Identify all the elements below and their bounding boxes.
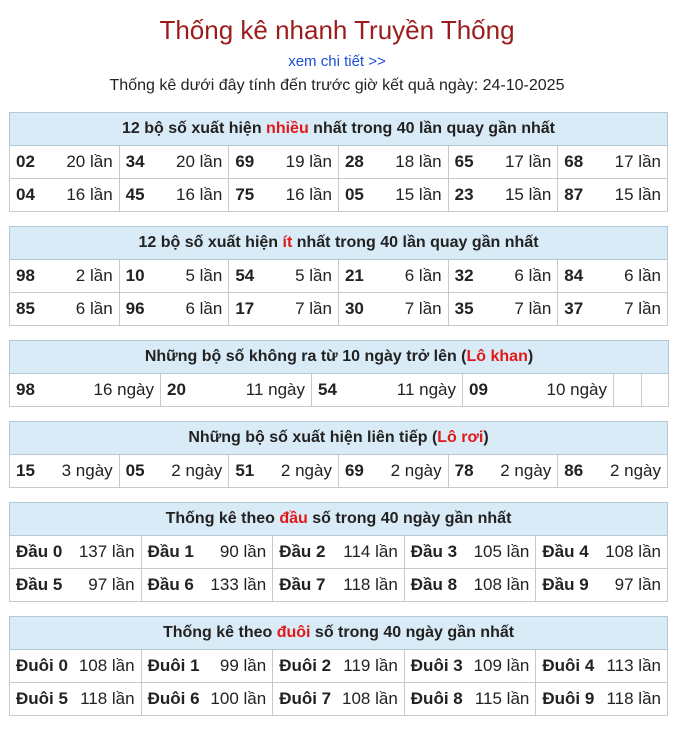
section-title: 12 bộ số xuất hiện nhiều nhất trong 40 lần quay gần nhất: [10, 113, 668, 146]
number-cell: 17 7 lần: [229, 293, 339, 326]
number-cell: 35 7 lần: [448, 293, 558, 326]
table-row: [10, 260, 668, 293]
table-row: [10, 455, 668, 488]
section-title: 12 bộ số xuất hiện ít nhất trong 40 lần quay gần nhất: [10, 227, 668, 260]
number-cell: 75 16 lần: [229, 179, 339, 212]
least-frequent-table: [9, 226, 668, 326]
stat-cell: Đuôi 4 113 lần: [536, 650, 668, 683]
number-cell: 20 11 ngày: [161, 374, 312, 407]
empty-cell: [642, 374, 669, 407]
stat-cell: Đuôi 9 118 lần: [536, 683, 668, 716]
number-cell: 87 15 lần: [558, 179, 668, 212]
page-subtitle: Thống kê dưới đây tính đến trước giờ kết quả ngày: 24-10-2025: [109, 77, 565, 94]
dau-table: [9, 502, 668, 602]
stat-cell: Đuôi 7 108 lần: [273, 683, 405, 716]
stat-cell: Đuôi 8 115 lần: [404, 683, 536, 716]
number-cell: 96 6 lần: [119, 293, 229, 326]
stat-cell: Đầu 6 133 lần: [141, 569, 273, 602]
table-row: [10, 293, 668, 326]
stat-cell: Đầu 3 105 lần: [404, 536, 536, 569]
table-row: [10, 179, 668, 212]
stat-cell: Đầu 7 118 lần: [273, 569, 405, 602]
detail-link[interactable]: xem chi tiết >>: [288, 53, 386, 70]
number-cell: 98 2 lần: [10, 260, 120, 293]
table-row: [10, 683, 668, 716]
stat-cell: Đầu 8 108 lần: [404, 569, 536, 602]
duoi-table: [9, 616, 668, 716]
number-cell: 21 6 lần: [338, 260, 448, 293]
number-cell: 02 20 lần: [10, 146, 120, 179]
number-cell: 86 2 ngày: [558, 455, 668, 488]
number-cell: 78 2 ngày: [448, 455, 558, 488]
stat-cell: Đầu 5 97 lần: [10, 569, 142, 602]
stat-cell: Đuôi 0 108 lần: [10, 650, 142, 683]
number-cell: 69 2 ngày: [338, 455, 448, 488]
number-cell: 09 10 ngày: [463, 374, 614, 407]
number-cell: 10 5 lần: [119, 260, 229, 293]
number-cell: 30 7 lần: [338, 293, 448, 326]
number-cell: 54 5 lần: [229, 260, 339, 293]
stat-cell: Đầu 0 137 lần: [10, 536, 142, 569]
section-title: Những bộ số xuất hiện liên tiếp (Lô rơi): [10, 422, 668, 455]
number-cell: 98 16 ngày: [10, 374, 161, 407]
page-title: Thống kê nhanh Truyền Thống: [159, 15, 515, 45]
stat-cell: Đầu 1 90 lần: [141, 536, 273, 569]
number-cell: 05 2 ngày: [119, 455, 229, 488]
number-cell: 32 6 lần: [448, 260, 558, 293]
stat-cell: Đuôi 1 99 lần: [141, 650, 273, 683]
lo-roi-table: [9, 421, 668, 488]
table-row: [10, 536, 668, 569]
section-title: Thống kê theo đầu số trong 40 ngày gần nhất: [10, 503, 668, 536]
stat-cell: Đuôi 5 118 lần: [10, 683, 142, 716]
empty-cell: [614, 374, 642, 407]
number-cell: 23 15 lần: [448, 179, 558, 212]
number-cell: 51 2 ngày: [229, 455, 339, 488]
stat-cell: Đuôi 6 100 lần: [141, 683, 273, 716]
number-cell: 37 7 lần: [558, 293, 668, 326]
number-cell: 05 15 lần: [338, 179, 448, 212]
number-cell: 69 19 lần: [229, 146, 339, 179]
number-cell: 45 16 lần: [119, 179, 229, 212]
stat-cell: Đầu 2 114 lần: [273, 536, 405, 569]
most-frequent-table: [9, 112, 668, 212]
number-cell: 68 17 lần: [558, 146, 668, 179]
lo-khan-table: [9, 340, 669, 407]
stat-cell: Đuôi 2 119 lần: [273, 650, 405, 683]
stat-cell: Đầu 9 97 lần: [536, 569, 668, 602]
number-cell: 65 17 lần: [448, 146, 558, 179]
number-cell: 15 3 ngày: [10, 455, 120, 488]
number-cell: 34 20 lần: [119, 146, 229, 179]
table-row: [10, 146, 668, 179]
number-cell: 54 11 ngày: [312, 374, 463, 407]
stat-cell: Đuôi 3 109 lần: [404, 650, 536, 683]
table-row: [10, 374, 669, 407]
stat-cell: Đầu 4 108 lần: [536, 536, 668, 569]
section-title: Thống kê theo đuôi số trong 40 ngày gần nhất: [10, 617, 668, 650]
table-row: [10, 569, 668, 602]
number-cell: 84 6 lần: [558, 260, 668, 293]
number-cell: 04 16 lần: [10, 179, 120, 212]
number-cell: 85 6 lần: [10, 293, 120, 326]
number-cell: 28 18 lần: [338, 146, 448, 179]
section-title: Những bộ số không ra từ 10 ngày trở lên (Lô khan): [10, 341, 669, 374]
table-row: [10, 650, 668, 683]
